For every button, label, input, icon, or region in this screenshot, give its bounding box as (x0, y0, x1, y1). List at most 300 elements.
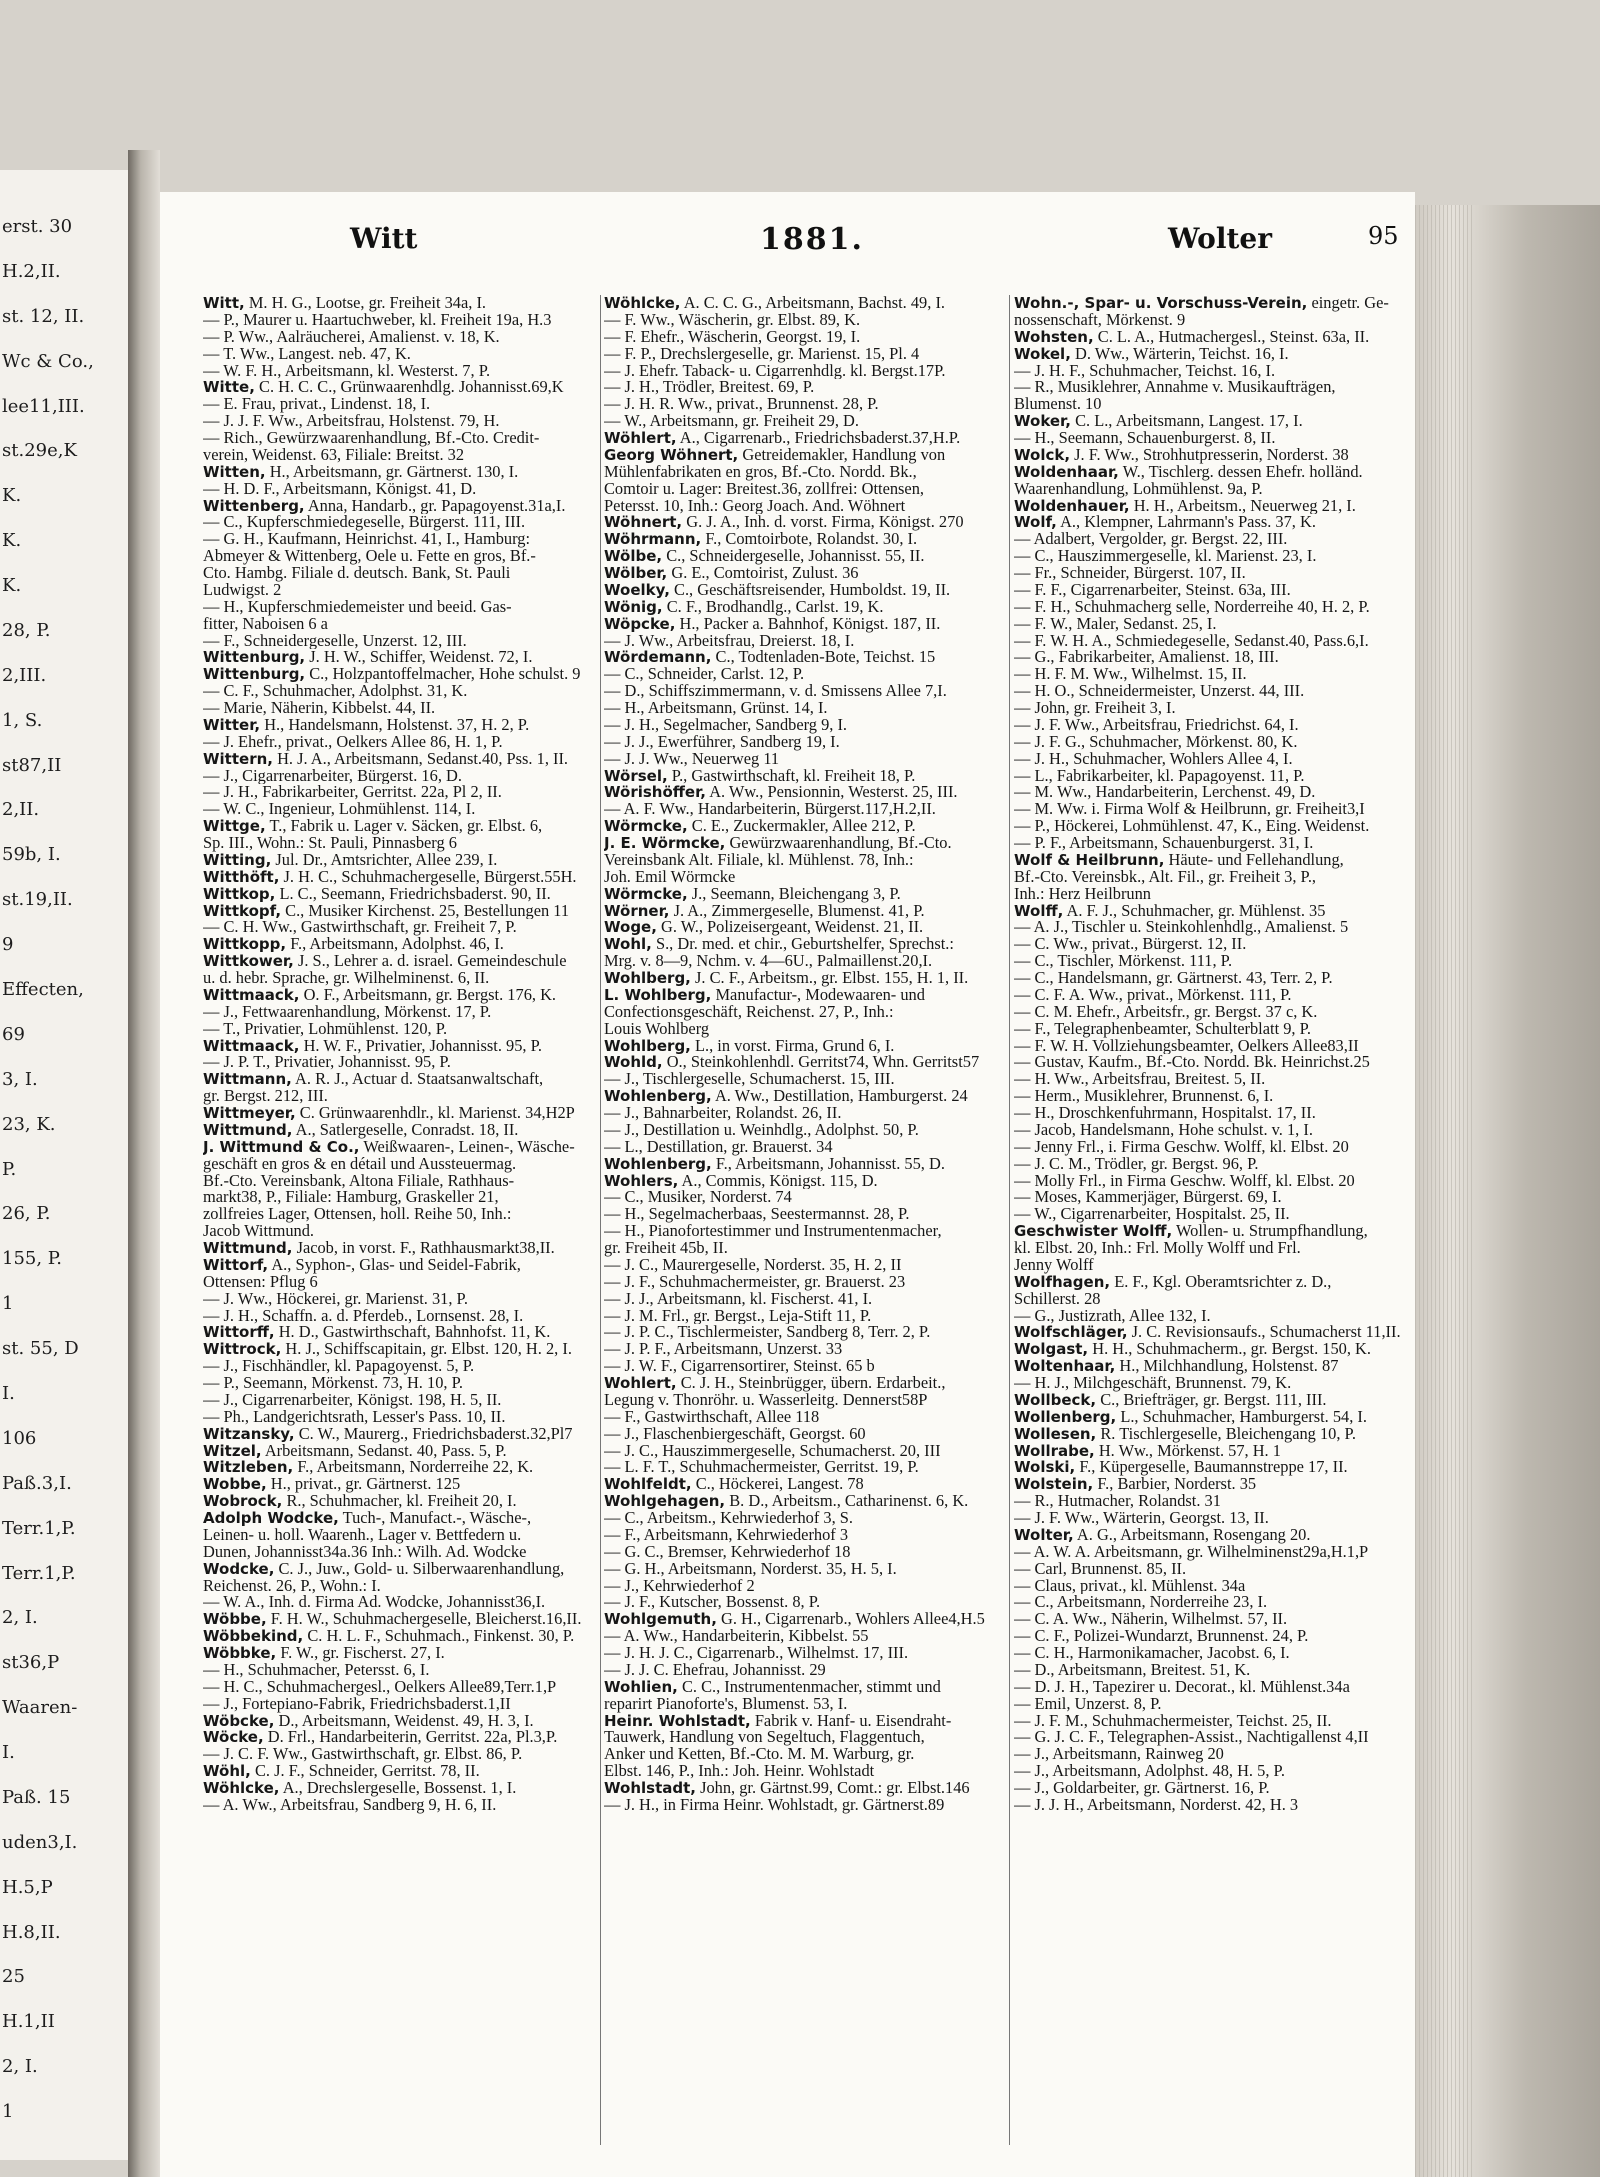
left-page-text: Terr.1,P. (2, 1562, 76, 1584)
directory-entry-line (203, 1375, 595, 1392)
entry-text: A. F. J., Schuhmacher, gr. Mühlenst. 35 (1066, 902, 1326, 920)
entry-text: — C. F., Polizei-Wundarzt, Brunnenst. 24, P. (1014, 1628, 1309, 1645)
directory-entry-line (1014, 1223, 1414, 1240)
entry-surname: Wolf, (1014, 514, 1057, 532)
directory-entry-line (203, 903, 595, 920)
directory-entry-line (203, 565, 595, 582)
directory-entry-line (203, 1122, 595, 1139)
directory-entry-line (203, 498, 595, 515)
left-page-text: H.8,II. (2, 1921, 61, 1943)
directory-entry-line (604, 1746, 1004, 1763)
entry-surname: Witting, (203, 851, 272, 869)
entry-text: M. H. G., Lootse, gr. Freiheit 34a, I. (248, 295, 487, 312)
directory-entry-line (203, 447, 595, 464)
entry-text: C., Höckerei, Langest. 78 (695, 1476, 864, 1494)
directory-entry-line (203, 1527, 595, 1544)
entry-text: — J., Bahnarbeiter, Rolandst. 26, II. (604, 1105, 842, 1122)
entry-text: J. F. Ww., Strohhutpresserin, Norderst. 38 (1074, 446, 1349, 464)
entry-text: — H., Schuhmacher, Petersst. 6, I. (203, 1661, 430, 1679)
directory-entry-line (1014, 1105, 1414, 1122)
entry-text: — A. F. Ww., Handarbeiterin, Bürgerst.117,H.2,II. (604, 801, 936, 819)
entry-text: gr. Freiheit 45b, II. (604, 1240, 728, 1257)
directory-entry-line (1014, 565, 1414, 582)
entry-text: F., Arbeitsmann, Norderreihe 22, K. (297, 1459, 534, 1477)
entry-text: F. H. W., Schuhmachergeselle, Bleicherst.16,II. (270, 1611, 582, 1629)
directory-entry-line (604, 1375, 1004, 1392)
directory-entry-line (203, 312, 595, 329)
left-page-text: I. (2, 1382, 15, 1404)
entry-text: — G., Justizrath, Allee 132, I. (1014, 1307, 1211, 1325)
entry-text: A., Drechslergeselle, Bossenst. 1, I. (282, 1780, 517, 1797)
entry-text: — J. C. M., Trödler, gr. Bergst. 96, P. (1014, 1155, 1259, 1173)
directory-entry-line (1014, 1358, 1414, 1375)
directory-entry-line (604, 329, 1004, 346)
directory-entry-line (203, 633, 595, 650)
entry-surname: Woldenhauer, (1014, 497, 1130, 515)
left-page-text: erst. 30 (2, 216, 73, 237)
directory-entry-line (1014, 1780, 1414, 1797)
directory-entry-line (203, 1662, 595, 1679)
entry-text: — W. C., Ingenieur, Lohmühlenst. 114, I. (203, 801, 476, 819)
entry-surname: Wöhlcke, (604, 295, 681, 312)
header-left-word: Witt (350, 222, 418, 255)
directory-entry-line (203, 1645, 595, 1662)
directory-entry-line (604, 919, 1004, 936)
directory-entry-line (203, 1578, 595, 1595)
entry-surname: Wittenburg, (203, 666, 306, 684)
directory-entry-line (604, 1156, 1004, 1173)
entry-text: P., Gastwirthschaft, kl. Freiheit 18, P. (671, 767, 916, 785)
entry-surname: Wörsel, (604, 767, 668, 785)
directory-entry-line (1014, 1561, 1414, 1578)
entry-text: Dunen, Johannisst34a.36 Inh.: Wilh. Ad. Wodcke (203, 1543, 527, 1561)
entry-text: — J., Goldarbeiter, gr. Gärtnerst. 16, P. (1014, 1780, 1270, 1797)
entry-text: T., Fabrik u. Lager v. Säcken, gr. Elbst. 6, (269, 818, 543, 835)
entry-text: A. C. C. G., Arbeitsmann, Bachst. 49, I. (683, 295, 946, 312)
entry-text: G. E., Comtoirist, Zulust. 36 (671, 565, 859, 582)
left-page-text: st.29e,K (2, 440, 77, 462)
directory-entry-line (604, 616, 1004, 633)
entry-text: — G. H., Kaufmann, Heinrichst. 41, I., Hamburg: (203, 531, 530, 549)
entry-text: nossenschaft, Mörkenst. 9 (1014, 311, 1186, 329)
directory-entry-line (604, 1021, 1004, 1038)
entry-text: J. H. C., Schuhmachergeselle, Bürgerst.55H. (283, 868, 577, 886)
entry-text: — C. H. Ww., Gastwirthschaft, gr. Freiheit 7, P. (203, 919, 517, 937)
entry-text: C., Briefträger, gr. Bergst. 111, III. (1100, 1391, 1327, 1409)
entry-surname: Witzansky, (203, 1425, 295, 1443)
entry-surname: Wolter, (1014, 1526, 1074, 1544)
directory-entry-line (203, 464, 595, 481)
header-right-word: Wolter (1168, 222, 1272, 255)
entry-surname: Heinr. Wohlstadt, (604, 1712, 751, 1730)
entry-text: — H., Pianofortestimmer und Instrumentenmacher, (604, 1223, 942, 1240)
entry-text: A. Ww., Destillation, Hamburgerst. 24 (714, 1088, 968, 1105)
entry-text: C. W., Maurerg., Friedrichsbaderst.32,Pl7 (298, 1425, 573, 1443)
directory-entry-line (1014, 312, 1414, 329)
directory-entry-line (1014, 1679, 1414, 1696)
entry-text: Fabrik v. Hanf- u. Eisendraht- (754, 1712, 952, 1730)
directory-entry-line (1014, 1308, 1414, 1325)
directory-entry-line (1014, 1493, 1414, 1510)
left-page-text: st87,II (2, 754, 62, 776)
entry-text: R. Tischlergeselle, Bleichengang 10, P. (1100, 1425, 1356, 1443)
column-rule (1009, 295, 1010, 2145)
directory-entry-line (604, 970, 1004, 987)
entry-surname: Wohl, (604, 936, 652, 954)
entry-surname: Wollbeck, (1014, 1391, 1097, 1409)
directory-entry-line (203, 1459, 595, 1476)
directory-column-2 (604, 295, 1004, 2145)
directory-entry-line (1014, 801, 1414, 818)
entry-text: Weißwaaren-, Leinen-, Wäsche- (363, 1138, 575, 1156)
directory-entry-line (1014, 1021, 1414, 1038)
entry-text: — J. H. J. C., Cigarrenarb., Wilhelmst. 17, III. (604, 1645, 909, 1662)
directory-entry-line (1014, 666, 1414, 683)
directory-entry-line (1014, 751, 1414, 768)
entry-text: — C., Tischler, Mörkenst. 111, P. (1014, 953, 1233, 970)
directory-entry-line (203, 1696, 595, 1713)
entry-text: J. A., Zimmergeselle, Blumenst. 41, P. (673, 902, 925, 920)
entry-surname: Wohlberg, (604, 1037, 691, 1055)
entry-surname: Wöbbe, (203, 1611, 267, 1629)
entry-surname: Wolstein, (1014, 1476, 1094, 1494)
entry-text: — H., Seemann, Schauenburgerst. 8, II. (1014, 430, 1276, 447)
entry-text: — J. H. R. Ww., privat., Brunnenst. 28, P. (604, 396, 879, 414)
directory-entry-line (203, 1594, 595, 1611)
entry-surname: Wohlstadt, (604, 1780, 696, 1797)
left-page-text: 69 (2, 1023, 25, 1045)
entry-text: Joh. Emil Wörmcke (604, 868, 736, 886)
directory-entry-line (1014, 869, 1414, 886)
directory-entry-line (604, 1561, 1004, 1578)
directory-entry-line (604, 734, 1004, 751)
entry-surname: Wittorf, (203, 1256, 269, 1274)
directory-entry-line (1014, 1240, 1414, 1257)
entry-text: — J., Fortepiano-Fabrik, Friedrichsbaderst.1,II (203, 1695, 511, 1713)
entry-text: — C., Handelsmann, gr. Gärtnerst. 43, Terr. 2, P. (1014, 970, 1333, 987)
entry-text: — J. Ehefr., privat., Oelkers Allee 86, H. 1, P. (203, 733, 503, 751)
directory-entry-line (604, 531, 1004, 548)
entry-surname: Wöhl, (203, 1763, 251, 1780)
entry-text: F., Comtoirbote, Rolandst. 30, I. (705, 531, 918, 549)
directory-entry-line (1014, 1611, 1414, 1628)
entry-surname: Wittern, (203, 750, 273, 768)
directory-entry-line (1014, 734, 1414, 751)
entry-surname: Wohlfeldt, (604, 1476, 692, 1494)
directory-entry-line (203, 751, 595, 768)
directory-entry-line (604, 1409, 1004, 1426)
entry-text: F., Küpergeselle, Baumannstreppe 17, II. (1079, 1459, 1348, 1477)
directory-entry-line (1014, 818, 1414, 835)
entry-text: eingetr. Ge- (1311, 295, 1389, 312)
directory-entry-line (1014, 1392, 1414, 1409)
directory-entry-line (604, 768, 1004, 785)
entry-surname: Witt, (203, 295, 245, 312)
entry-text: G. H., Cigarrenarb., Wohlers Allee4,H.5 (721, 1611, 985, 1629)
entry-text: Bf.-Cto. Vereinsbk., Alt. Fil., gr. Freiheit 3, P., (1014, 868, 1317, 886)
entry-text: fitter, Naboisen 6 a (203, 615, 328, 633)
directory-entry-line (1014, 987, 1414, 1004)
left-page-text: 1 (2, 1293, 14, 1315)
entry-text: Häute- und Fellehandlung, (1168, 851, 1344, 869)
directory-entry-line (203, 801, 595, 818)
entry-text: C. H. L. F., Schuhmach., Finkenst. 30, P. (307, 1628, 575, 1645)
directory-entry-line (203, 1493, 595, 1510)
entry-text: — W. A., Inh. d. Firma Ad. Wodcke, Johannisst36,I. (203, 1594, 546, 1612)
entry-surname: Wollrabe, (1014, 1442, 1095, 1460)
directory-entry-line (203, 1105, 595, 1122)
directory-entry-line (203, 514, 595, 531)
entry-text: — J. P. C., Tischlermeister, Sandberg 8, Terr. 2, P. (604, 1324, 931, 1342)
directory-entry-line (604, 295, 1004, 312)
entry-surname: Witter, (203, 716, 261, 734)
entry-text: — C. H., Harmonikamacher, Jacobst. 6, I. (1014, 1645, 1290, 1662)
entry-text: A. Ww., Pensionnin, Westerst. 25, III. (709, 784, 958, 802)
directory-entry-line (203, 413, 595, 430)
directory-entry-line (203, 1257, 595, 1274)
directory-entry-line (1014, 784, 1414, 801)
entry-surname: Wolfhagen, (1014, 1273, 1111, 1291)
entry-text: — J. H., Schuhmacher, Wohlers Allee 4, I. (1014, 750, 1293, 768)
entry-surname: Wittenburg, (203, 649, 306, 667)
directory-entry-line (604, 514, 1004, 531)
left-page-text: 106 (2, 1427, 37, 1449)
directory-entry-line (203, 869, 595, 886)
directory-entry-line (1014, 1206, 1414, 1223)
page-edge-lines (1415, 205, 1475, 2177)
directory-entry-line (203, 886, 595, 903)
directory-entry-line (1014, 1189, 1414, 1206)
entry-surname: Wittmann, (203, 1071, 292, 1089)
entry-surname: Woltenhaar, (1014, 1358, 1116, 1375)
directory-entry-line (604, 481, 1004, 498)
entry-text: — A. J., Tischler u. Steinkohlenhdlg., Amalienst. 5 (1014, 919, 1349, 937)
directory-entry-line (203, 363, 595, 380)
entry-surname: Wolfschläger, (1014, 1324, 1128, 1342)
entry-surname: Wöpcke, (604, 615, 676, 633)
directory-entry-line (604, 1645, 1004, 1662)
entry-text: — J., Tischlergeselle, Schumacherst. 15, III. (604, 1071, 895, 1089)
left-page-fragment (0, 170, 130, 2160)
left-page-text: H.5,P (2, 1876, 53, 1898)
entry-text: C., Musiker Kirchenst. 25, Bestellungen 11 (285, 902, 570, 920)
directory-entry-line (604, 1713, 1004, 1730)
directory-entry-line (1014, 346, 1414, 363)
left-page-text: 9 (2, 934, 14, 956)
entry-surname: Wöbbekind, (203, 1628, 304, 1645)
entry-text: — J. H., Schaffn. a. d. Pferdeb., Lornsenst. 28, I. (203, 1307, 524, 1325)
entry-surname: Wolf & Heilbrunn, (1014, 851, 1165, 869)
directory-entry-line (1014, 1443, 1414, 1460)
entry-surname: Witzel, (203, 1442, 262, 1460)
entry-text: — P., Maurer u. Haartuchweber, kl. Freiheit 19a, H.3 (203, 311, 552, 329)
entry-text: L. C., Seemann, Friedrichsbaderst. 90, II. (279, 885, 551, 903)
directory-entry-line (203, 1274, 595, 1291)
entry-text: — E. Frau, privat., Lindenst. 18, I. (203, 396, 431, 414)
directory-entry-line (604, 1358, 1004, 1375)
entry-text: S., Dr. med. et chir., Geburtshelfer, Sprechst.: (655, 936, 954, 954)
entry-text: — L., Fabrikarbeiter, kl. Papagoyenst. 11, P. (1014, 767, 1305, 785)
entry-text: Inh.: Herz Heilbrunn (1014, 885, 1151, 903)
entry-text: — C., Arbeitsm., Kehrwiederhof 3, S. (604, 1510, 854, 1527)
directory-entry-line (1014, 1797, 1414, 1814)
entry-surname: Wohn.-, Spar- u. Vorschuss-Verein, (1014, 295, 1308, 312)
directory-entry-line (1014, 1071, 1414, 1088)
entry-surname: Wittrock, (203, 1341, 282, 1359)
entry-surname: Witzleben, (203, 1459, 294, 1477)
entry-text: — F. W. H. A., Schmiedegeselle, Sedanst.40, Pass.6,I. (1014, 632, 1369, 650)
entry-text: C. J., Juw., Gold- u. Silberwaarenhandlung, (278, 1560, 565, 1578)
directory-entry-line (1014, 1274, 1414, 1291)
entry-text: — A. W. A. Arbeitsmann, gr. Wilhelminenst29a,H.1,P (1014, 1543, 1369, 1561)
entry-text: — J. F. M., Schuhmachermeister, Teichst. 25, II. (1014, 1712, 1332, 1730)
entry-text: — J., Flaschenbiergeschäft, Georgst. 60 (604, 1425, 866, 1443)
entry-text: — J. P. T., Privatier, Johannisst. 95, P. (203, 1054, 451, 1072)
directory-entry-line (604, 363, 1004, 380)
directory-entry-line (604, 835, 1004, 852)
directory-entry-line (203, 329, 595, 346)
entry-surname: Wobbe, (203, 1476, 267, 1494)
left-page-text: 1 (2, 2101, 14, 2123)
directory-entry-line (203, 1139, 595, 1156)
directory-entry-line (604, 784, 1004, 801)
directory-entry-line (604, 717, 1004, 734)
directory-entry-line (1014, 498, 1414, 515)
entry-surname: Wölbe, (604, 548, 663, 565)
directory-entry-line (203, 1223, 595, 1240)
entry-surname: L. Wohlberg, (604, 986, 712, 1004)
directory-column-3 (1014, 295, 1414, 2145)
entry-surname: Wöhnert, (604, 514, 683, 532)
directory-entry-line (203, 1206, 595, 1223)
directory-entry-line (1014, 1291, 1414, 1308)
left-page-text: 25 (2, 1966, 25, 1988)
directory-entry-line (1014, 886, 1414, 903)
entry-text: — J. M. Frl., gr. Bergst., Leja-Stift 11, P. (604, 1307, 872, 1325)
directory-entry-line (203, 1679, 595, 1696)
left-page-text: Wc & Co., (2, 350, 94, 372)
entry-surname: Wöhlcke, (203, 1780, 280, 1797)
entry-surname: Wittmaack, (203, 1037, 300, 1055)
directory-entry-line (1014, 1122, 1414, 1139)
entry-surname: Wöhrmann, (604, 531, 702, 549)
directory-entry-line (1014, 919, 1414, 936)
entry-surname: J. E. Wörmcke, (604, 835, 726, 852)
directory-entry-line (203, 1628, 595, 1645)
entry-text: — J. F., Kutscher, Bossenst. 8, P. (604, 1594, 821, 1612)
directory-entry-line (203, 1156, 595, 1173)
directory-entry-line (1014, 953, 1414, 970)
directory-entry-line (203, 818, 595, 835)
entry-text: — Emil, Unzerst. 8, P. (1014, 1695, 1162, 1713)
entry-text: — C. F. A. Ww., privat., Mörkenst. 111, P. (1014, 986, 1292, 1004)
entry-surname: Wolgast, (1014, 1341, 1089, 1359)
directory-entry-line (1014, 633, 1414, 650)
entry-text: — J. F., Schuhmachermeister, gr. Brauerst. 23 (604, 1273, 906, 1291)
directory-entry-line (203, 1392, 595, 1409)
entry-text: — J., Kehrwiederhof 2 (604, 1577, 755, 1595)
entry-surname: Wohsten, (1014, 328, 1094, 346)
entry-text: C. L., Arbeitsmann, Langest. 17, I. (1075, 413, 1303, 430)
directory-entry-line (1014, 1054, 1414, 1071)
directory-entry-line (604, 1763, 1004, 1780)
directory-entry-line (1014, 531, 1414, 548)
entry-surname: Wodcke, (203, 1560, 275, 1578)
directory-entry-line (604, 1797, 1004, 1814)
entry-text: A. G., Arbeitsmann, Rosengang 20. (1076, 1526, 1311, 1544)
directory-entry-line (604, 1071, 1004, 1088)
directory-entry-line (1014, 717, 1414, 734)
entry-text: — J., Cigarrenarbeiter, Königst. 198, H. 5, II. (203, 1391, 502, 1409)
entry-text: C., Geschäftsreisender, Humboldst. 19, II. (674, 581, 951, 599)
entry-text: Ottensen: Pflug 6 (203, 1273, 318, 1291)
entry-text: — F. F., Cigarrenarbeiter, Steinst. 63a, III. (1014, 581, 1291, 599)
entry-text: — F. Ww., Wäscherin, gr. Elbst. 89, K. (604, 311, 861, 329)
entry-text: reparirt Pianoforte's, Blumenst. 53, I. (604, 1695, 848, 1713)
entry-text: — C., Schneider, Carlst. 12, P. (604, 666, 805, 684)
left-page-text: K. (2, 530, 22, 552)
entry-text: u. d. hebr. Sprache, gr. Wilhelminenst. 6, II. (203, 970, 490, 987)
entry-text: Anna, Handarb., gr. Papagoyenst.31a,I. (307, 497, 566, 515)
directory-entry-line (203, 835, 595, 852)
directory-entry-line (1014, 379, 1414, 396)
entry-text: — F., Gastwirthschaft, Allee 118 (604, 1408, 820, 1426)
entry-text: Anker und Ketten, Bf.-Cto. M. M. Warburg, gr. (604, 1746, 915, 1764)
entry-text: — F., Arbeitsmann, Kehrwiederhof 3 (604, 1526, 849, 1544)
entry-text: — Herm., Musiklehrer, Brunnenst. 6, I. (1014, 1088, 1274, 1105)
directory-entry-line (1014, 363, 1414, 380)
directory-entry-line (604, 751, 1004, 768)
entry-text: A., Syphon-, Glas- und Seidel-Fabrik, (271, 1256, 521, 1274)
left-page-text: 28, P. (2, 619, 51, 641)
directory-entry-line (203, 919, 595, 936)
entry-text: — F., Telegraphenbeamter, Schulterblatt 9, P. (1014, 1020, 1312, 1038)
directory-entry-line (203, 734, 595, 751)
directory-entry-line (1014, 1645, 1414, 1662)
entry-text: — J. J., Ewerführer, Sandberg 19, I. (604, 733, 840, 751)
directory-entry-line (203, 1324, 595, 1341)
directory-entry-line (604, 903, 1004, 920)
entry-text: — J. C., Hauszimmergeselle, Schumacherst. 20, III (604, 1442, 941, 1460)
directory-entry-line (604, 1679, 1004, 1696)
entry-text: — R., Musiklehrer, Annahme v. Musikaufträgen, (1014, 379, 1336, 397)
entry-text: — Adalbert, Vergolder, gr. Bergst. 22, III. (1014, 531, 1288, 549)
entry-text: — H., Segelmacherbaas, Seestermannst. 28, P. (604, 1206, 910, 1224)
directory-entry-line (604, 1088, 1004, 1105)
left-page-text: K. (2, 485, 22, 507)
entry-text: — H., Droschkenfuhrmann, Hospitalst. 17, II. (1014, 1105, 1316, 1122)
entry-text: — Molly Frl., in Firma Geschw. Wolff, kl. Elbst. 20 (1014, 1172, 1355, 1190)
directory-entry-line (203, 379, 595, 396)
entry-text: — F. P., Drechslergeselle, gr. Marienst. 15, Pl. 4 (604, 345, 920, 363)
entry-surname: Witthöft, (203, 868, 280, 886)
entry-text: Mrg. v. 8—9, Nchm. v. 4—6U., Palmaillenst.20,I. (604, 953, 933, 970)
entry-text: — J. J. C. Ehefrau, Johannisst. 29 (604, 1661, 826, 1679)
entry-text: — J. J., Arbeitsmann, kl. Fischerst. 41, I. (604, 1290, 873, 1308)
entry-surname: Wolck, (1014, 446, 1071, 464)
directory-entry-line (604, 1780, 1004, 1797)
entry-surname: Wöhlert, (604, 430, 677, 447)
entry-text: F., Arbeitsmann, Adolphst. 46, I. (290, 936, 504, 954)
directory-entry-line (203, 346, 595, 363)
directory-entry-line (604, 683, 1004, 700)
entry-text: J. C. F., Arbeitsm., gr. Elbst. 155, H. 1, II. (695, 970, 969, 987)
left-page-text: 2, I. (2, 1607, 38, 1629)
directory-entry-line (604, 1004, 1004, 1021)
entry-text: — A. Ww., Handarbeiterin, Kibbelst. 55 (604, 1628, 869, 1645)
directory-entry-line (604, 1206, 1004, 1223)
entry-surname: Wolski, (1014, 1459, 1076, 1477)
